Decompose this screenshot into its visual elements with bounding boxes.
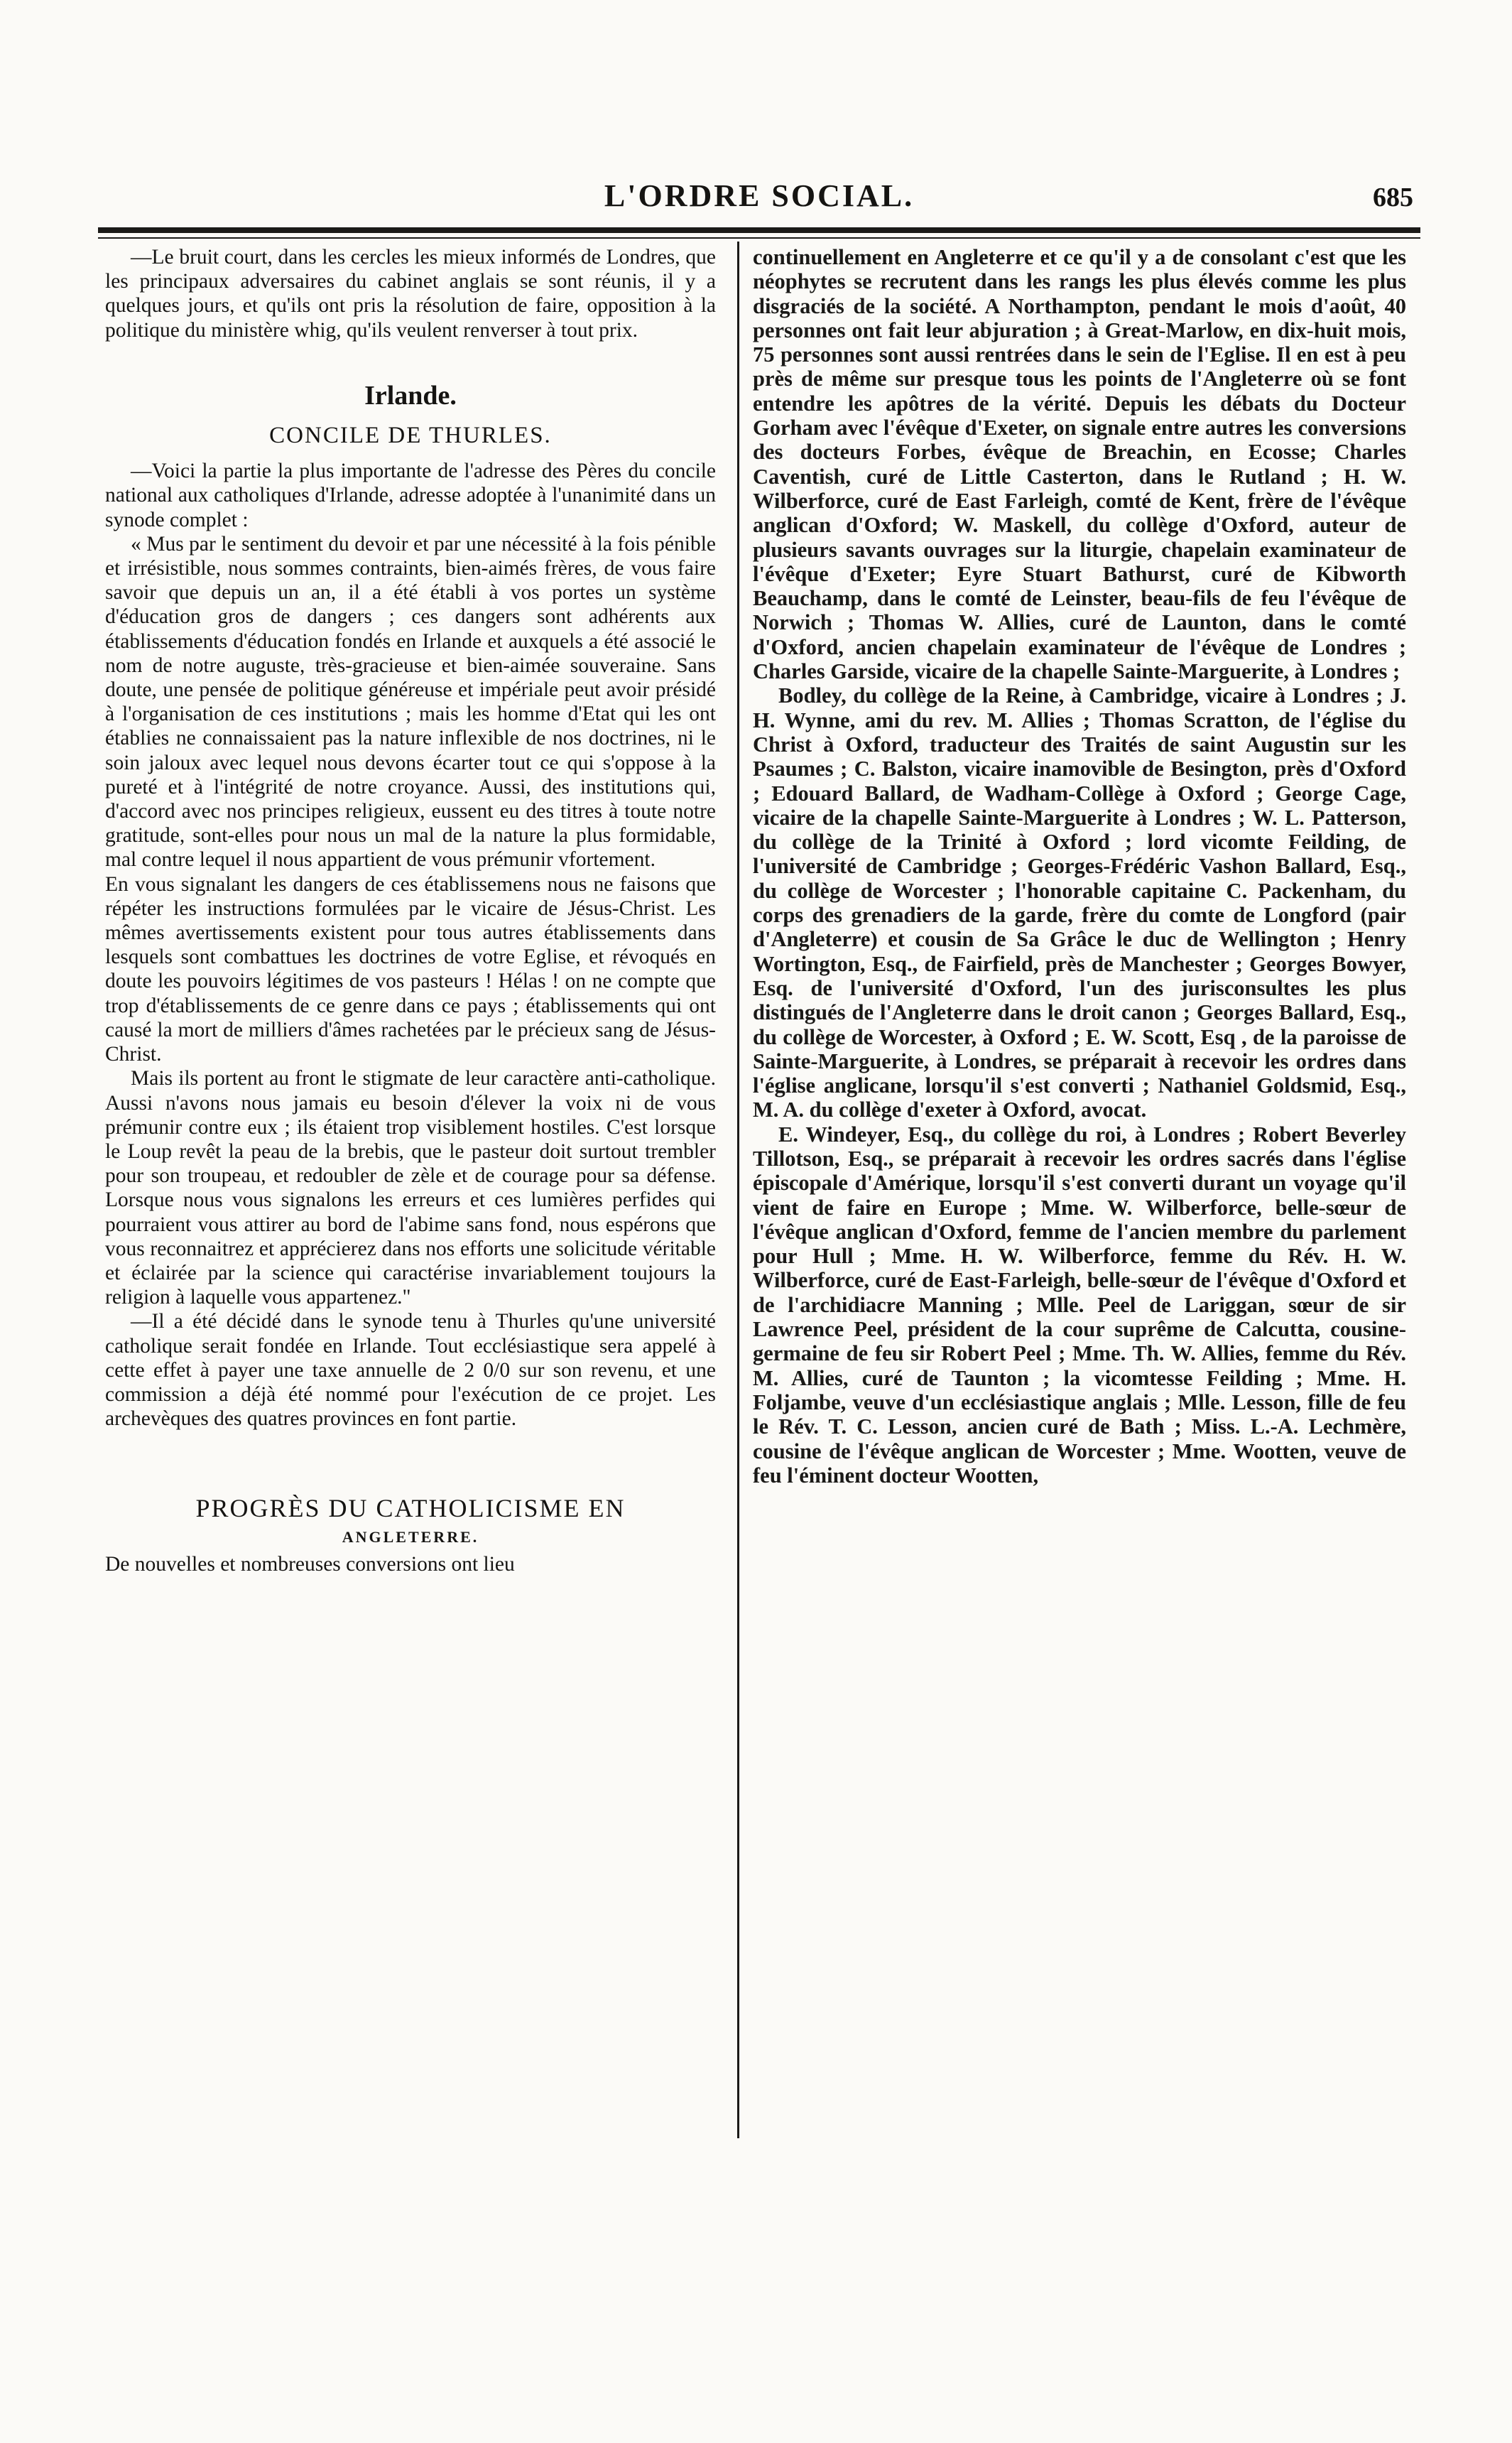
article-paragraph: Mais ils portent au front le stigmate de leur caractère anti-catholique. Aussi n'avons nous jamais eu besoin d'élever la voix ni de vous prémunir contre eux ; ils étaient trop visiblement hostiles. C'est lorsque le Loup revêt la peau de la brebis, que le pasteur doit surtout trembler pour son troupeau, et redoubler de zèle et de courage pour sa défense. Lorsque nous vous signalons les erreurs et ces lumières perfides qui pourraient vous attirer au bord de l'abime sans fond, nous espérons que vous reconnaitrez et apprécierez dans nos efforts une solicitude véritable et éclairée par la science qui caractérise invariablement toujours la religion à laquelle vous appartenez."	[105, 1067, 716, 1309]
header-rule-thick	[98, 227, 1420, 233]
masthead-title: L'ORDRE SOCIAL.	[604, 178, 915, 213]
intro-paragraph: —Le bruit court, dans les cercles les mieux informés de Londres, que les principaux adversaires du cabinet anglais se sont réunis, il y a quelques jours, et qu'ils ont pris la résolution de faire, opposition à la politique du ministère whig, qu'ils veulent renverser à tout prix.	[105, 246, 716, 342]
article-paragraph: continuellement en Angleterre et ce qu'il y a de consolant c'est que les néophytes se recrutent dans les rangs les plus élevés comme les plus disgraciés de la société. A Northampton, pendant le mois d'août, 40 personnes ont fait leur abjuration ; à Great-Marlow, en dix-huit mois, 75 personnes sont aussi rentrées dans le sein de l'Eglise. Il en est à peu près de même sur presque tous les points de l'Angleterre où se font entendre les apôtres de la vérité. Depuis les débats du Docteur Gorham avec l'évêque d'Exeter, on signale entre autres les conversions des docteurs Forbes, évêque de Breachin, en Ecosse; Charles Caventish, curé de Little Casterton, dans le Rutland ; H. W. Wilberforce, curé de East Farleigh, comté de Kent, frère de l'évêque anglican d'Oxford; W. Maskell, du collège d'Oxford, auteur de plusieurs savants ouvrages sur la liturgie, chapelain examinateur de l'évêque d'Exeter; Eyre Stuart Bathurst, curé de Kibworth Beauchamp, dans le comté de Leinster, beau-fils de feu l'évêque de Norwich ; Thomas W. Allies, curé de Launton, dans le comté d'Oxford, ancien chapelain examinateur de l'évêque de Londres ; Charles Garside, vicaire de la chapelle Sainte-Marguerite, à Londres ;	[753, 245, 1406, 684]
article-paragraph: —Il a été décidé dans le synode tenu à Thurles qu'une université catholique serait fondée en Irlande. Tout ecclésiastique sera appelé à cette effet à payer une taxe annuelle de 2 0/0 sur son revenu, et une commission a déjà été nommé pour l'exécution de ce projet. Les archevèques des quatres provinces en font partie.	[105, 1310, 716, 1431]
header-rule-thin	[98, 237, 1420, 239]
section-title-irlande: Irlande.	[364, 380, 457, 411]
page-number: 685	[1373, 183, 1413, 212]
right-column	[753, 245, 1406, 1488]
article-paragraph: —Voici la partie la plus importante de l'adresse des Pères du concile national aux catholiques d'Irlande, adresse adoptée à l'unanimité dans un synode complet :	[105, 460, 716, 531]
left-column	[105, 245, 716, 1576]
newspaper-page	[98, 0, 1420, 2443]
section-subtitle-concile: CONCILE DE THURLES.	[269, 423, 552, 449]
page-header	[98, 178, 1420, 220]
section-subtitle-angleterre: ANGLETERRE.	[342, 1527, 479, 1546]
section-title-progres: PROGRÈS DU CATHOLICISME EN	[195, 1494, 626, 1523]
article-paragraph: « Mus par le sentiment du devoir et par une nécessité à la fois pénible et irrésistible, nous sommes contraints, bien-aimés frères, de vous faire savoir que depuis un an, il a été établi à vos portes un système d'éducation gros de dangers ; ces dangers sont adhérents aux établissements d'éducation fondés en Irlande et auxquels a été associé le nom de notre auguste, très-gracieuse et bien-aimée souveraine. Sans doute, une pensée de politique généreuse et impériale peut avoir présidé à l'organisation de ces institutions ; mais les homme d'Etat qui les ont établies ne connaissaient pas la nature inflexible de nos doctrines, ni le soin jaloux avec lequel nous devons écarter tout ce qui s'oppose à la pureté et à l'intégrité de notre croyance. Aussi, des institutions qui, d'accord avec nos principes religieux, eussent eu des titres à toute notre gratitude, sont-elles pour nous un mal de la nature la plus formidable, mal contre lequel il nous appartient de vous prémunir vfortement.	[105, 532, 716, 872]
article-paragraph: En vous signalant les dangers de ces établissemens nous ne faisons que répéter les instructions formulées par le vicaire de Jésus-Christ. Les mêmes avertissements existent pour tous autres établissements dans lesquels sont combattues les doctrines de votre Eglise, et révoqués en doute les pouvoirs légitimes de vos pasteurs ! Hélas ! on ne compte que trop d'établissements de ce genre dans ce pays ; établissements qui ont causé la mort de milliers d'âmes rachetées par le précieux sang de Jésus-Christ.	[105, 872, 716, 1066]
article-paragraph: E. Windeyer, Esq., du collège du roi, à Londres ; Robert Beverley Tillotson, Esq., se préparait à recevoir les ordres sacrés dans l'église épiscopale d'Amérique, lorsqu'il s'est converti durant un voyage qu'il vient de faire en Europe ; Mme. W. Wilberforce, belle-sœur de l'évêque anglican d'Oxford, femme de l'ancien membre du parlement pour Hull ; Mme. H. W. Wilberforce, femme du Rév. H. W. Wilberforce, curé de East-Farleigh, belle-sœur de l'évêque d'Oxford et de l'archidiacre Manning ; Mlle. Peel de Lariggan, sœur de sir Lawrence Peel, président de la cour suprême de Calcutta, cousine-germaine de feu sir Robert Peel ; Mme. Th. W. Allies, femme du Rév. M. Allies, curé de Taunton ; la vicomtesse Feilding ; Mme. H. Foljambe, veuve d'un ecclésiastique anglais ; Mlle. Lesson, fille de feu le Rév. T. C. Lesson, ancien curé de Bath ; Miss. L.-A. Lechmère, cousine de l'évêque anglican de Worcester ; Mme. Wootten, veuve de feu l'éminent docteur Wootten,	[753, 1122, 1406, 1488]
closing-line: De nouvelles et nombreuses conversions ont lieu	[105, 1552, 515, 1576]
article-paragraph: Bodley, du collège de la Reine, à Cambridge, vicaire à Londres ; J. H. Wynne, ami du rev. M. Allies ; Thomas Scratton, de l'église du Christ à Oxford, traducteur des Traités de saint Augustin sur les Psaumes ; C. Balston, vicaire inamovible de Besington, près d'Oxford ; Edouard Ballard, de Wadham-Collège à Oxford ; George Cage, vicaire de la chapelle Sainte-Marguerite à Londres ; W. L. Patterson, du collège de la Trinité à Oxford ; lord vicomte Feilding, de l'université de Cambridge ; Georges-Frédéric Vashon Ballard, Esq., du collège de Worcester ; l'honorable capitaine C. Packenham, du corps des grenadiers de la garde, frère du comte de Longford (pair d'Angleterre) et cousin de Sa Grâce le duc de Wellington ; Henry Wortington, Esq., de Fairfield, près de Manchester ; Georges Bowyer, Esq. de l'université d'Oxford, l'un des jurisconsultes les plus distingués de l'Angleterre dans le droit canon ; Georges Ballard, Esq., du collège de Worcester, à Oxford ; E. W. Scott, Esq , de la paroisse de Sainte-Marguerite, à Londres, se préparait à recevoir les ordres dans l'église anglicane, lorsqu'il s'est converti ; Nathaniel Goldsmid, Esq., M. A. du collège d'exeter à Oxford, avocat.	[753, 683, 1406, 1122]
column-divider	[737, 242, 739, 2138]
